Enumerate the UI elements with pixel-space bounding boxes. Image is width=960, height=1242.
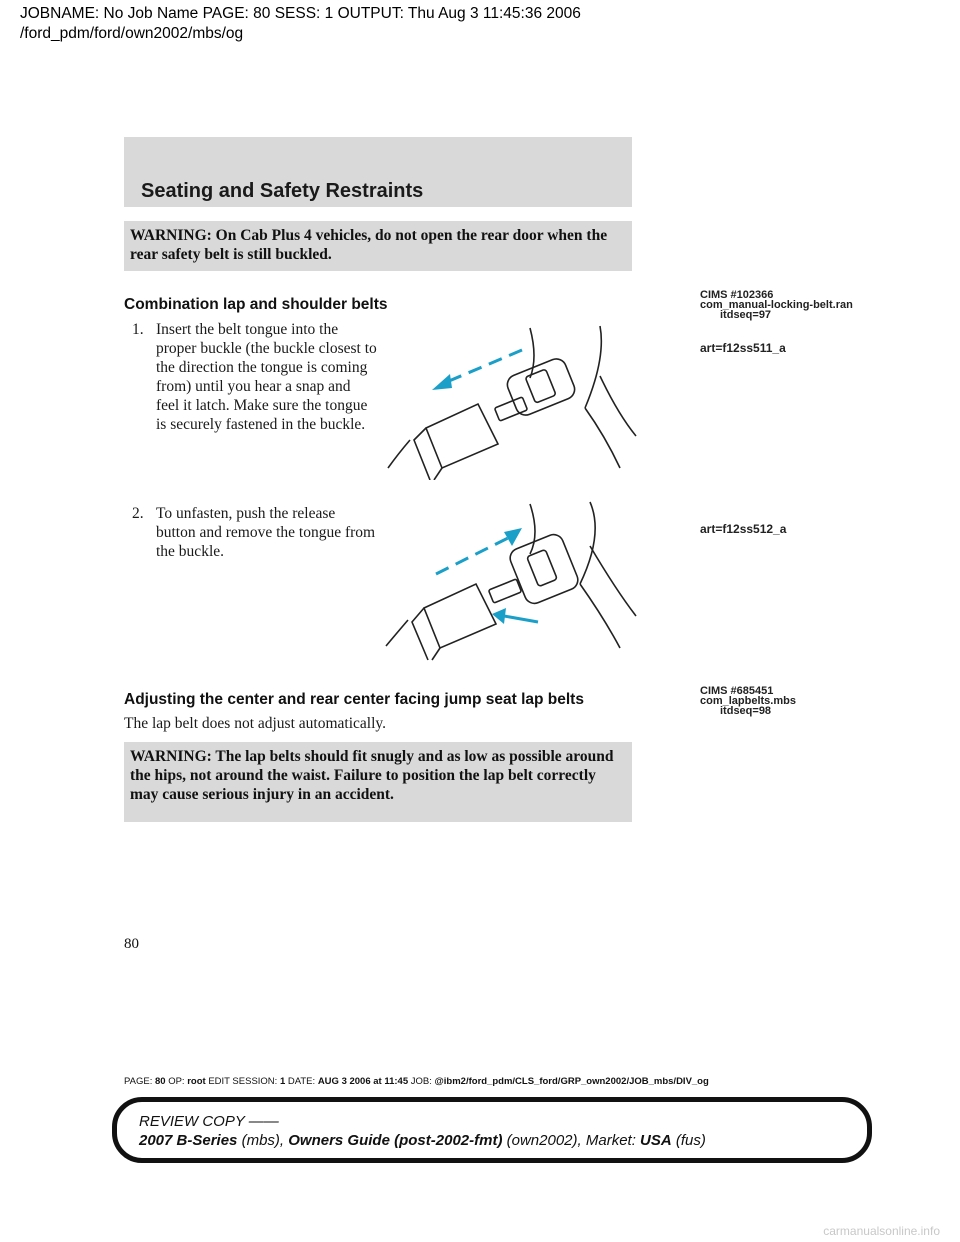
cims-1-line-3: itdseq=97 (720, 309, 772, 321)
combination-heading: Combination lap and shoulder belts (124, 296, 388, 313)
footer-session-label: EDIT SESSION: (208, 1076, 278, 1087)
step-2-number: 2. (132, 505, 144, 522)
belt-buckle-illustration-2 (380, 498, 640, 663)
cims-block-2 (700, 686, 796, 716)
footer-date-label: DATE: (287, 1076, 316, 1087)
footer-date: AUG 3 2006 at 11:45 (317, 1076, 409, 1087)
cims-block-1 (700, 290, 853, 320)
review-line1: REVIEW COPY —— (139, 1113, 279, 1130)
footer-session: 1 (279, 1076, 286, 1087)
review-model: 2007 B-Series (139, 1132, 238, 1149)
belt-buckle-illustration-1 (380, 318, 640, 480)
job-header-line1: JOBNAME: No Job Name PAGE: 80 SESS: 1 OUTPUT: Thu Aug 3 11:45:36 2006 (20, 5, 581, 22)
review-guide: Owners Guide (post-2002-fmt) (288, 1132, 503, 1149)
footer-job-label: JOB: (410, 1076, 432, 1087)
review-line2: 2007 B-Series (mbs), Owners Guide (post-2002-fmt) (own2002), Market: USA (fus) (139, 1132, 706, 1149)
watermark: carmanualsonline.info (823, 1224, 940, 1238)
footer-op-label: OP: (168, 1076, 185, 1087)
step-1-number: 1. (132, 321, 144, 338)
footer-page: 80 (154, 1076, 166, 1087)
review-model-code: (mbs) (241, 1132, 280, 1149)
art-label-2: art=f12ss512_a (700, 522, 787, 536)
cims-1-line-1: CIMS #102366 (700, 289, 774, 301)
job-header-line2: /ford_pdm/ford/own2002/mbs/og (20, 25, 244, 42)
footer-op: root (187, 1076, 206, 1087)
adjusting-heading: Adjusting the center and rear center facing jump seat lap belts (124, 691, 584, 708)
review-copy-box (112, 1097, 872, 1163)
warning-box-rear-door: WARNING: On Cab Plus 4 vehicles, do not open the rear door when the rear safety belt is still buckled. (124, 221, 632, 271)
footer-info (124, 1076, 709, 1087)
step-1 (132, 320, 377, 434)
review-guide-code: (own2002) (506, 1132, 578, 1149)
adjusting-text: The lap belt does not adjust automatically. (124, 715, 386, 732)
step-2-text: To unfasten, push the release button and remove the tongue from the buckle. (156, 505, 376, 560)
cims-2-line-2: com_lapbelts.mbs (700, 695, 796, 707)
warning-box-lap-belts: WARNING: The lap belts should fit snugly and as low as possible around the hips, not around the waist. Failure to position the lap belt correctly may cause serious injury in an accident. (124, 742, 632, 822)
footer-job: @ibm2/ford_pdm/CLS_ford/GRP_own2002/JOB_mbs/DIV_og (434, 1076, 709, 1087)
review-market: USA (640, 1132, 672, 1149)
art-label-1: art=f12ss511_a (700, 341, 786, 355)
step-1-text: Insert the belt tongue into the proper buckle (the buckle closest to the direction the tongue is coming from) until you hear a snap and feel it latch. Make sure the tongue is securely fastened in the buckle. (156, 321, 377, 433)
review-market-code: (fus) (675, 1132, 706, 1149)
review-market-label: Market: (585, 1132, 636, 1149)
footer-page-label: PAGE: (124, 1076, 153, 1087)
cims-2-line-1: CIMS #685451 (700, 685, 774, 697)
section-title: Seating and Safety Restraints (141, 180, 424, 202)
page-number: 80 (124, 936, 139, 952)
cims-1-line-2: com_manual-locking-belt.ran (700, 299, 853, 311)
cims-2-line-3: itdseq=98 (720, 705, 772, 717)
step-2 (132, 504, 377, 561)
